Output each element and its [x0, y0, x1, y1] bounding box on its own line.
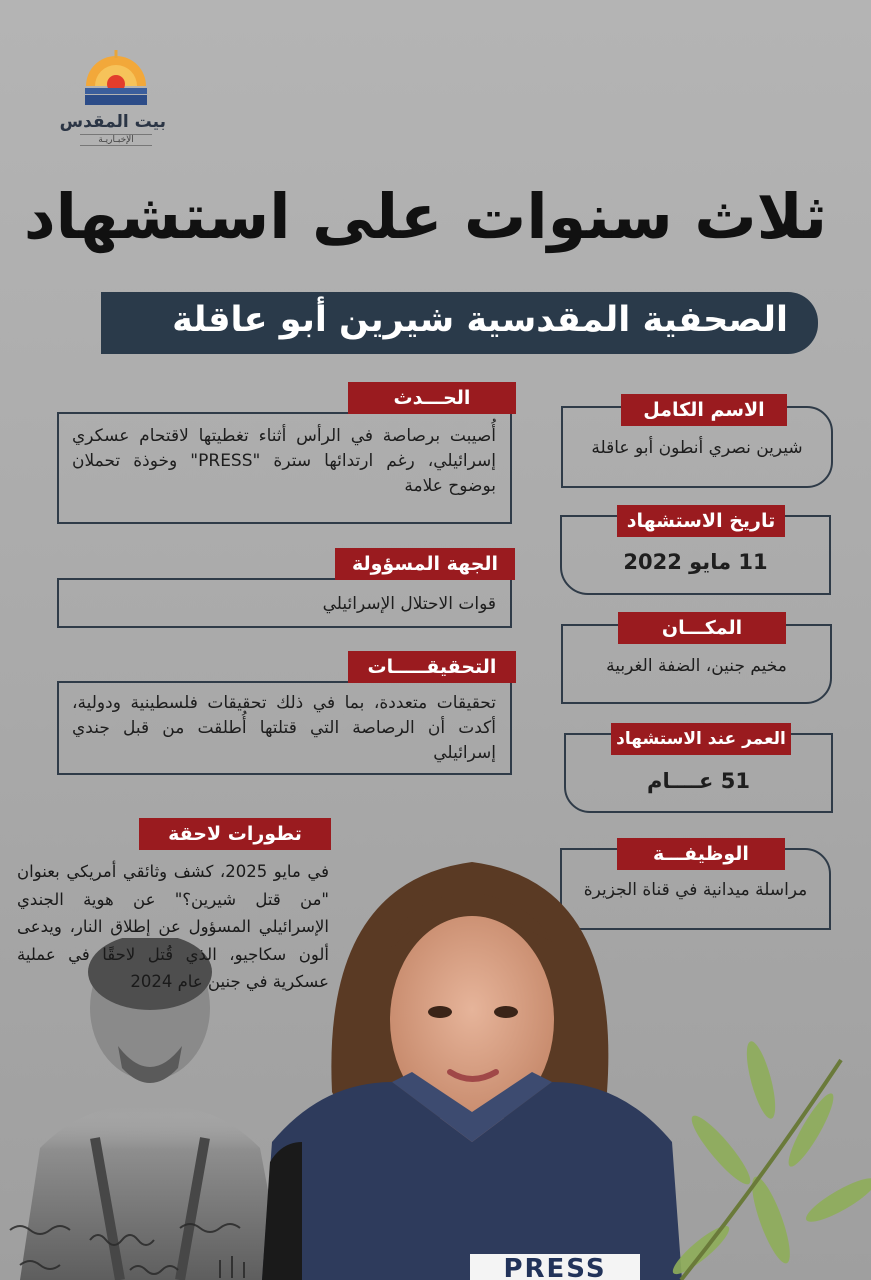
card-label: الاسم الكامل [621, 394, 787, 426]
developments-label: تطورات لاحقة [139, 818, 331, 850]
dome-logo-icon [81, 48, 151, 108]
brand-logo [59, 48, 166, 148]
subtitle-bar [101, 292, 818, 354]
card-age [564, 729, 833, 813]
logo-name: بيت المقدس [59, 112, 166, 132]
card-investigations [57, 656, 512, 775]
card-label: تاريخ الاستشهاد [617, 505, 785, 537]
card-value: شيرين نصري أنطون أبو عاقلة [591, 438, 803, 458]
card-label: الجهة المسؤولة [335, 548, 515, 580]
card-responsible-party [57, 553, 512, 628]
card-value: 51 عــــام [647, 769, 750, 793]
developments-text: في مايو 2025، كشف وثائقي أمريكي بعنوان "من قتل شيرين؟" عن هوية الجندي الإسرائيلي المسؤول عن إطلاق النار، ويدعى ألون سكاجيو، الذي قُتل لاحقًا في عملية عسكرية في جنين عام 2024 [17, 862, 329, 991]
card-martyrdom-date [560, 510, 831, 595]
card-text: أُصيبت برصاصة في الرأس أثناء تغطيتها لاقتحام عسكري إسرائيلي، رغم ارتدائها سترة "PRESS" وخوذة تحملان بوضوح علامة [72, 426, 496, 496]
card-full-name [561, 399, 833, 488]
card-text: تحقيقات متعددة، بما في ذلك تحقيقات فلسطينية ودولية، أكدت أن الرصاصة التي قتلتها أُطلقت من قبل جندي إسرائيلي [72, 693, 496, 763]
card-text: قوات الاحتلال الإسرائيلي [322, 594, 496, 614]
card-event [57, 387, 512, 524]
card-location [561, 617, 832, 704]
card-label: التحقيقـــــات [348, 651, 516, 683]
olive-branch-decoration [641, 1020, 871, 1280]
logo-subtitle: الإخبـاريـة [80, 134, 152, 146]
card-label: الحـــدث [348, 382, 516, 414]
card-value: مخيم جنين، الضفة الغربية [606, 656, 787, 676]
main-title: ثلاث سنوات على استشهاد [23, 180, 827, 253]
decorative-scribble-text [0, 1210, 270, 1280]
card-label: العمر عند الاستشهاد [611, 723, 791, 755]
card-label: المكـــان [618, 612, 786, 644]
card-value: مراسلة ميدانية في قناة الجزيرة [583, 880, 808, 900]
press-label: PRESS [470, 1254, 640, 1280]
subtitle: الصحفية المقدسية شيرين أبو عاقلة [172, 300, 788, 340]
card-value: 11 مايو 2022 [623, 550, 768, 574]
card-label: الوظيفـــة [617, 838, 785, 870]
